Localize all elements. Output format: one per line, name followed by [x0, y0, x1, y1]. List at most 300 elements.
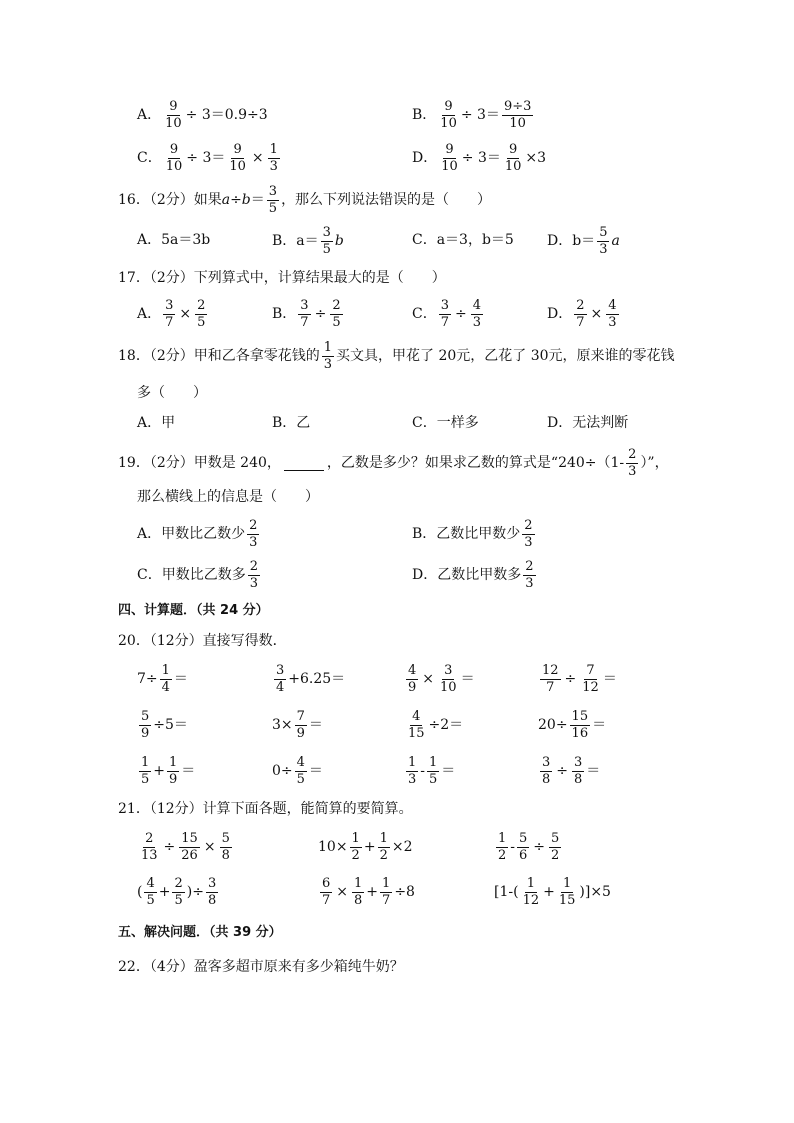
numerator: 1: [323, 340, 333, 355]
numerator: 7: [296, 709, 305, 724]
denominator: 3: [408, 771, 417, 787]
numerator: 5: [141, 709, 150, 724]
q21-expr: [318, 832, 412, 862]
fraction: [496, 832, 508, 862]
fraction: [160, 664, 172, 694]
question-text: 20．（12分）直接写得数．: [118, 633, 287, 649]
denominator: 5: [296, 771, 305, 787]
fraction: [438, 664, 459, 694]
option-letter: B．: [272, 306, 297, 323]
denominator: 5: [174, 892, 183, 908]
fraction: [406, 756, 418, 786]
fraction: [597, 226, 609, 256]
denominator: 15: [558, 892, 576, 908]
denominator: 3: [269, 158, 278, 174]
denominator: 5: [429, 771, 438, 787]
option-text: ÷ 3＝: [461, 150, 501, 167]
numerator: 1: [408, 755, 417, 770]
fraction: [557, 877, 578, 907]
numerator: 2: [174, 876, 183, 891]
numerator: 1: [382, 876, 391, 891]
q20-expr: [137, 710, 188, 740]
fraction: [549, 832, 561, 862]
variable-text: b: [334, 233, 344, 250]
q20-stem: [118, 634, 287, 648]
expr-text: ＝: [173, 671, 188, 688]
operator: ×: [179, 306, 192, 323]
numerator: 15: [571, 709, 589, 724]
expr-text: ＝: [181, 763, 196, 780]
fraction: [179, 832, 200, 862]
expr-text: ＝: [592, 717, 607, 734]
denominator: 2: [351, 847, 360, 863]
fraction: [267, 185, 279, 215]
question-text: 那么横线上的信息是（ ）: [137, 489, 319, 505]
q21-expr: [137, 877, 220, 907]
q16-option-d: [547, 226, 620, 256]
q15-option-a: [137, 100, 268, 130]
fraction: [274, 664, 286, 694]
operator: ×: [590, 306, 603, 323]
numerator: 9: [233, 142, 242, 157]
denominator: 7: [576, 314, 585, 330]
denominator: 8: [207, 892, 217, 908]
numerator: 3: [574, 755, 583, 770]
expr-text: 0÷: [272, 763, 293, 780]
fraction: [295, 756, 307, 786]
fraction: [206, 877, 218, 907]
q18-option-a: [137, 416, 175, 430]
variable-text: a: [611, 233, 620, 250]
option-letter: A．: [137, 107, 162, 124]
denominator: 2: [379, 847, 388, 863]
option-text: D．b＝: [547, 233, 596, 250]
denominator: 7: [300, 314, 309, 330]
fraction: [574, 299, 586, 329]
option-text: C．一样多: [412, 415, 479, 431]
numerator: 3: [322, 225, 331, 240]
denominator: 13: [141, 847, 158, 863]
denominator: 3: [472, 314, 482, 330]
operator: -: [420, 763, 426, 780]
operator: +: [366, 884, 379, 901]
question-text: ，那么下列说法错误的是（ ）: [281, 192, 492, 209]
denominator: 8: [574, 771, 583, 787]
fraction: [298, 299, 310, 329]
fraction: [572, 756, 584, 786]
fraction: [523, 560, 535, 590]
numerator: 2: [145, 831, 154, 846]
denominator: 2: [551, 847, 560, 863]
expr-text: ＝: [308, 763, 323, 780]
fraction: [268, 143, 280, 173]
denominator: 3: [525, 575, 534, 591]
fraction: [626, 448, 638, 478]
numerator: 3: [165, 298, 174, 313]
question-text: 22．（4分）盈客多超市原来有多少箱纯牛奶？: [118, 959, 404, 975]
fraction: [144, 877, 156, 907]
option-text: A．甲数比乙数少: [137, 526, 246, 543]
denominator: 16: [571, 725, 589, 741]
numerator: 1: [354, 876, 363, 891]
option-text: D．乙数比甲数多: [412, 567, 522, 584]
question-text: ，乙数是多少？如果求乙数的算式是“240÷（1-: [326, 455, 625, 472]
numerator: 12: [542, 663, 559, 678]
q20-expr: [404, 664, 475, 694]
operator: ÷: [163, 839, 176, 856]
q17-option-a: [137, 299, 209, 329]
numerator: 1: [169, 755, 178, 770]
denominator: 10: [229, 158, 246, 174]
q17-option-c: [412, 299, 485, 329]
denominator: 7: [322, 892, 331, 908]
q16-option-b: [272, 226, 344, 256]
numerator: 9: [445, 142, 454, 157]
expr-text: [1-(: [494, 884, 519, 901]
numerator: 1: [526, 876, 535, 891]
q20-expr: [538, 710, 606, 740]
fraction: [352, 877, 364, 907]
option-text: ×3: [525, 150, 547, 167]
denominator: 3: [249, 575, 258, 591]
fraction: [139, 832, 160, 862]
denominator: 10: [441, 158, 458, 174]
operator: +: [153, 763, 166, 780]
denominator: 10: [440, 679, 457, 695]
option-text: ÷ 3＝: [186, 150, 226, 167]
fraction: [350, 832, 362, 862]
q15-option-c: [137, 143, 282, 173]
q19-stem: [118, 448, 669, 478]
numerator: 1: [269, 142, 278, 157]
denominator: 5: [197, 314, 206, 330]
expr-text: ÷8: [394, 884, 415, 901]
numerator: 1: [351, 831, 360, 846]
option-text: B．乙: [272, 415, 311, 431]
fraction: [439, 299, 451, 329]
q20-expr: [272, 710, 323, 740]
numerator: 9: [169, 142, 179, 157]
fraction: [517, 832, 529, 862]
option-text: B．a＝: [272, 233, 319, 250]
q18-stem-cont: [137, 386, 207, 400]
numerator: 4: [408, 663, 417, 678]
fraction: [503, 143, 524, 173]
fraction: [427, 756, 439, 786]
denominator: 2: [498, 847, 507, 863]
numerator: 5: [221, 831, 230, 846]
fraction: [139, 756, 151, 786]
q19-option-b: [412, 519, 537, 549]
numerator: 3: [444, 663, 453, 678]
fraction: [247, 519, 259, 549]
section-heading-4: 四、计算题．（共 24 分）: [118, 603, 269, 618]
variable-text: a÷b: [221, 192, 251, 209]
expr-text: +6.25＝: [288, 671, 346, 688]
q21-expr: [494, 877, 611, 907]
q20-expr: [404, 710, 463, 740]
option-text: A．甲: [137, 415, 176, 431]
question-text: 21．（12分）计算下面各题，能简算的要简算。: [118, 801, 413, 817]
fraction: [163, 100, 184, 130]
denominator: 3: [323, 356, 333, 372]
denominator: 4: [161, 679, 170, 695]
q16-option-a: [137, 233, 210, 247]
q18-option-b: [272, 416, 310, 430]
denominator: 10: [509, 115, 526, 131]
q15-option-b: [412, 100, 535, 130]
numerator: 6: [322, 876, 331, 891]
numerator: 9: [169, 99, 178, 114]
q20-expr: [137, 756, 195, 786]
operator: +: [543, 884, 555, 901]
numerator: 2: [197, 298, 206, 313]
option-text: B．乙数比甲数少: [412, 526, 521, 543]
denominator: 9: [408, 679, 417, 695]
fraction: [320, 877, 332, 907]
q16-option-c: [412, 233, 514, 247]
operator: ×: [336, 884, 349, 901]
fraction: [380, 877, 392, 907]
denominator: 9: [296, 725, 305, 741]
numerator: 3: [276, 663, 285, 678]
option-letter: D．: [547, 306, 573, 323]
numerator: 4: [472, 298, 482, 313]
option-text: D．无法判断: [547, 415, 629, 431]
denominator: 5: [141, 771, 150, 787]
numerator: 15: [181, 831, 198, 846]
fraction: [471, 299, 483, 329]
expr-text: ＝: [460, 671, 475, 688]
numerator: 1: [429, 755, 438, 770]
denominator: 10: [440, 115, 457, 131]
numerator: 1: [161, 663, 170, 678]
operator: +: [363, 839, 376, 856]
expr-text: ＝: [586, 763, 601, 780]
q22-stem: [118, 960, 404, 974]
option-letter: C．: [412, 306, 437, 323]
q15-option-d: [412, 143, 546, 173]
numerator: 2: [249, 559, 258, 574]
fraction: [163, 299, 175, 329]
denominator: 3: [608, 314, 617, 330]
fraction: [570, 710, 591, 740]
numerator: 5: [551, 831, 560, 846]
fraction: [321, 226, 333, 256]
denominator: 7: [546, 679, 555, 695]
fraction: [195, 299, 207, 329]
q19-option-d: [412, 560, 538, 590]
numerator: 7: [586, 663, 595, 678]
denominator: 12: [522, 892, 540, 908]
denominator: 10: [504, 158, 522, 174]
fraction: [438, 100, 459, 130]
fraction: [540, 664, 561, 694]
q17-option-d: [547, 299, 621, 329]
question-text: 17．（2分）下列算式中，计算结果最大的是（ ）: [118, 270, 446, 286]
q20-expr: [538, 756, 600, 786]
fraction: [164, 143, 185, 173]
expr-text: ÷2＝: [428, 717, 464, 734]
operator: ÷: [314, 306, 327, 323]
q20-expr: [272, 664, 345, 694]
numerator: 9÷3: [503, 99, 532, 114]
numerator: 1: [498, 831, 507, 846]
q19-option-a: [137, 519, 261, 549]
question-text: 16．（2分）如果: [118, 192, 222, 209]
denominator: 7: [382, 892, 391, 908]
numerator: 5: [599, 225, 608, 240]
expr-text: ×2: [391, 839, 413, 856]
numerator: 1: [379, 831, 388, 846]
denominator: 8: [221, 847, 230, 863]
numerator: 3: [207, 876, 217, 891]
q21-expr: [318, 877, 415, 907]
numerator: 4: [296, 755, 305, 770]
option-text: A．5a＝3b: [137, 232, 211, 248]
expr-text: ÷5＝: [153, 717, 188, 734]
fraction: [295, 710, 307, 740]
option-letter: D．: [412, 150, 438, 167]
numerator: 2: [249, 518, 258, 533]
fraction: [227, 143, 248, 173]
q16-stem: [118, 185, 491, 215]
numerator: 3: [440, 298, 449, 313]
expr-text: )÷: [186, 884, 204, 901]
numerator: 9: [509, 142, 518, 157]
numerator: 5: [519, 831, 528, 846]
operator: -: [510, 839, 516, 856]
expr-text: 3×: [272, 717, 293, 734]
fraction: [330, 299, 342, 329]
denominator: 3: [628, 463, 637, 479]
numerator: 2: [628, 447, 637, 462]
fraction: [521, 877, 542, 907]
numerator: 4: [146, 876, 155, 891]
fraction: [220, 832, 232, 862]
numerator: 2: [524, 518, 533, 533]
option-letter: A．: [137, 306, 162, 323]
operator: ÷: [556, 763, 569, 780]
fraction: [522, 519, 534, 549]
q19-stem-cont: [137, 490, 319, 504]
q21-expr: [137, 832, 234, 862]
numerator: 4: [608, 298, 617, 313]
expr-text: 20÷: [538, 717, 568, 734]
question-text: 买文具，甲花了 20元，乙花了 30元，原来谁的零花钱: [336, 348, 675, 365]
option-letter: C．: [137, 150, 162, 167]
q20-expr: [272, 756, 323, 786]
question-text: 多（ ）: [137, 385, 207, 401]
question-text: 18．（2分）甲和乙各拿零花钱的: [118, 348, 320, 365]
operator: +: [158, 884, 171, 901]
numerator: 4: [412, 709, 421, 724]
fraction: [378, 832, 390, 862]
q20-expr: [538, 664, 617, 694]
denominator: 3: [599, 241, 608, 257]
expr-text: ＝: [308, 717, 323, 734]
expr-text: 10×: [318, 839, 348, 856]
operator: ×: [422, 671, 435, 688]
denominator: 6: [519, 847, 528, 863]
operator: ×: [203, 839, 216, 856]
option-text: ÷ 3＝: [460, 107, 500, 124]
operator: ÷: [564, 671, 577, 688]
section-heading-5: 五、解决问题．（共 39 分）: [118, 925, 282, 940]
fraction: [580, 664, 601, 694]
denominator: 5: [322, 241, 331, 257]
denominator: 9: [141, 725, 150, 741]
q17-stem: [118, 271, 446, 285]
numerator: 2: [525, 559, 534, 574]
expr-text: (: [137, 884, 143, 901]
denominator: 4: [276, 679, 285, 695]
denominator: 7: [440, 314, 449, 330]
denominator: 10: [165, 115, 182, 131]
fraction: [439, 143, 460, 173]
denominator: 26: [181, 847, 198, 863]
q20-expr: [404, 756, 455, 786]
numerator: 1: [562, 876, 572, 891]
denominator: 8: [354, 892, 363, 908]
fraction: [606, 299, 618, 329]
expr-text: )]×5: [579, 884, 611, 901]
option-text: C．甲数比乙数多: [137, 567, 246, 584]
answer-blank: [284, 456, 324, 471]
q21-expr: [494, 832, 563, 862]
denominator: 3: [524, 534, 533, 550]
denominator: 3: [249, 534, 258, 550]
numerator: 3: [268, 184, 278, 199]
denominator: 7: [165, 314, 174, 330]
q18-stem: [118, 341, 675, 371]
fraction: [322, 341, 334, 371]
fraction: [406, 664, 418, 694]
denominator: 5: [268, 200, 278, 216]
q18-option-d: [547, 416, 628, 430]
question-text: ＝: [250, 192, 265, 209]
operator: ÷: [455, 306, 467, 323]
fraction: [139, 710, 151, 740]
denominator: 10: [165, 158, 183, 174]
q21-stem: [118, 802, 413, 816]
numerator: 3: [300, 298, 309, 313]
numerator: 9: [444, 99, 453, 114]
option-letter: B．: [412, 107, 437, 124]
q19-option-c: [137, 560, 262, 590]
q20-expr: [137, 664, 188, 694]
operator: ×: [251, 150, 264, 167]
denominator: 8: [542, 771, 551, 787]
numerator: 2: [332, 298, 341, 313]
expr-text: 7÷: [137, 671, 158, 688]
numerator: 3: [542, 755, 551, 770]
expr-text: ＝: [602, 671, 617, 688]
option-text: ÷ 3＝0.9÷3: [185, 107, 268, 124]
denominator: 12: [582, 679, 599, 695]
denominator: 9: [169, 771, 178, 787]
denominator: 5: [332, 314, 341, 330]
fraction: [248, 560, 260, 590]
numerator: 1: [141, 755, 150, 770]
denominator: 5: [146, 892, 155, 908]
fraction: [406, 710, 427, 740]
option-text: C．a＝3，b＝5: [412, 232, 514, 248]
fraction: [540, 756, 552, 786]
expr-text: ＝: [441, 763, 456, 780]
q18-option-c: [412, 416, 479, 430]
fraction: [167, 756, 179, 786]
